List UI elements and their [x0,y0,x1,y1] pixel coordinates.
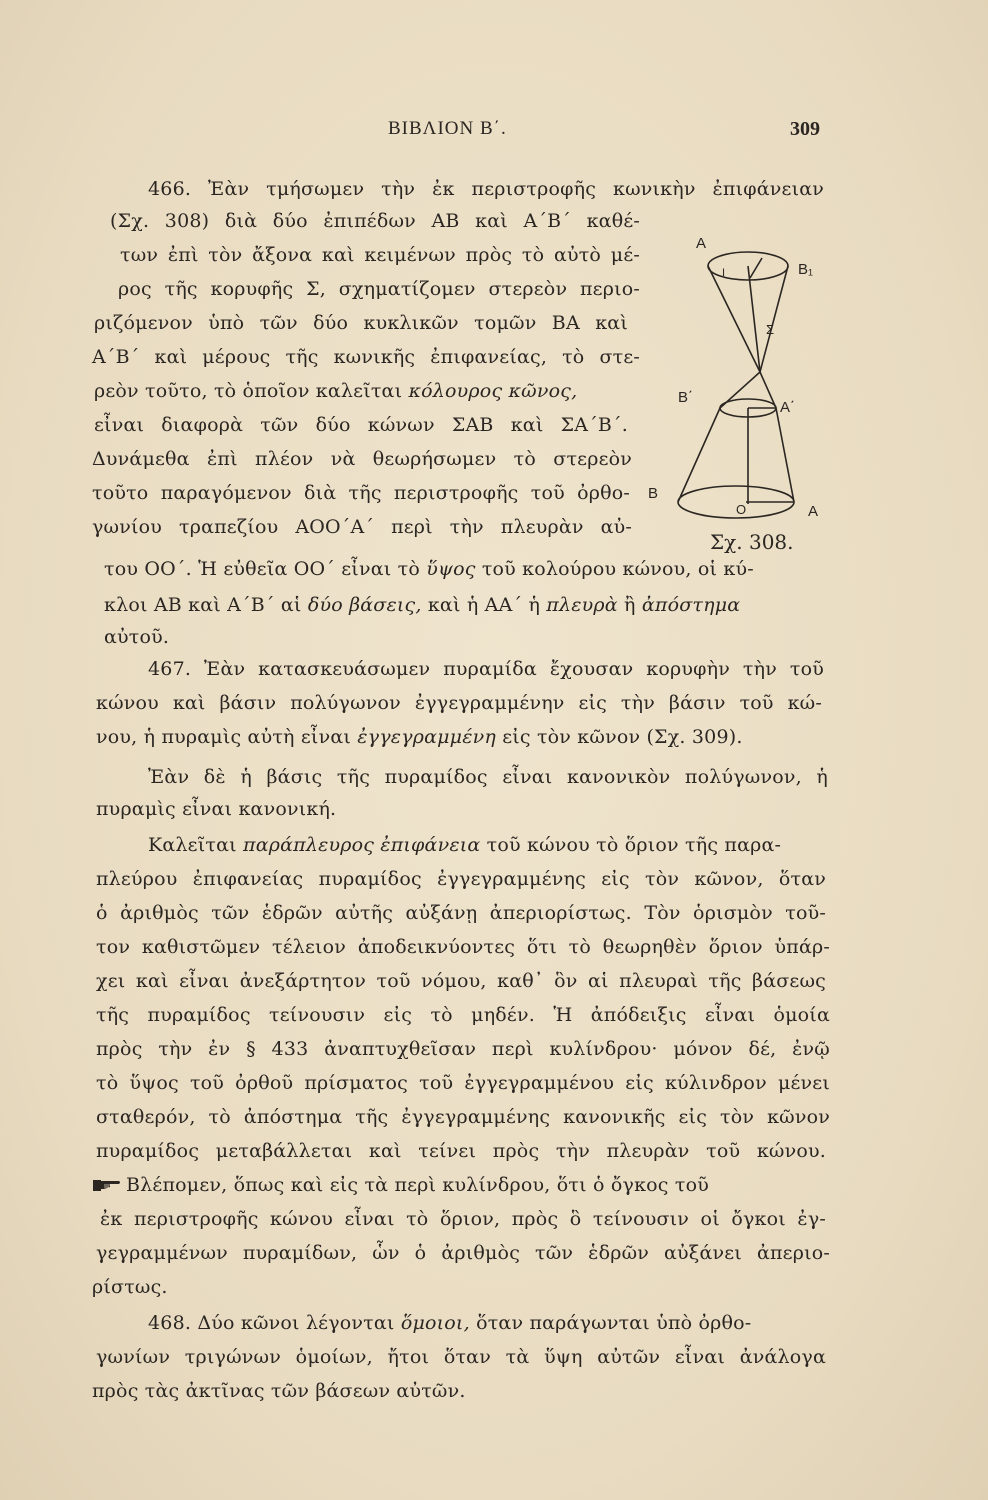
s466-line-8: εἶναι διαφορὰ τῶν δύο κώνων ΣΑΒ καὶ ΣΑ΄Β΄. [94,414,628,436]
s466-line-5: ριζόμενον ὑπὸ τῶν δύο κυκλικῶν τομῶν ΒΑ καὶ [94,312,628,334]
s467-para3-line-4: ρίστως. [92,1276,168,1298]
term-inscribed: ἐγγεγραμμένη [357,726,496,748]
label-B: Β [648,485,659,502]
s467-para2-line-8: τὸ ὕψος τοῦ ὀρθοῦ πρίσματος τοῦ ἐγγεγραμμένου εἰς κύλινδρον μένει [96,1072,830,1094]
s467-para3-line-1-text: Βλέπομεν, ὅπως καὶ εἰς τὰ περὶ κυλίνδρου, ὅτι ὁ ὄγκος τοῦ [126,1174,709,1196]
label-A-prime: Α΄ [780,399,795,416]
frustum-right-upper [760,372,776,408]
s467-para3-line-3: γεγραμμένων πυραμίδων, ὧν ὁ ἀριθμὸς τῶν ἑδρῶν αὐξάνει ἀπεριο- [96,1242,830,1264]
term-height: ὕψος [426,558,476,580]
s466-line-6: Α΄Β΄ καὶ μέρους τῆς κωνικῆς ἐπιφανείας, τὸ στε- [92,346,640,368]
frustum-right-generator [776,408,794,502]
label-A-top: Α [696,235,707,252]
label-O: Ο [736,502,747,517]
s467-para2-line-5: χει καὶ εἶναι ἀνεξάρτητον τοῦ νόμου, καθ᾽ ὃν αἱ πλευραὶ τῆς βάσεως [96,970,826,992]
s466-line-10: τοῦτο παραγόμενον διὰ τῆς περιστροφῆς τοῦ ὀρθο- [92,482,630,504]
label-B-prime: Β΄ [678,389,693,406]
s467-line-3-text: νου, ἡ πυραμὶς αὐτὴ εἶναι [96,726,351,748]
top-cone-left-generator [708,266,760,372]
s467-para2-line-1-tail: τοῦ κώνου τὸ ὅριον τῆς παρα- [486,834,782,856]
pointing-hand-icon [92,1175,122,1193]
s466-line-7 [94,378,577,404]
s467-para2-line-6: τῆς πυραμίδος τείνουσιν εἰς τὸ μηδέν. Ἡ ἀπόδειξις εἶναι ὁμοία [96,1004,830,1026]
label-A: Α [808,503,819,520]
s466-line-7-text: ρεὸν τοῦτο, τὸ ὁποῖον καλεῖται [94,380,403,402]
s467-para2-line-10: πυραμίδος μεταβάλλεται καὶ τείνει πρὸς τὴν πλευρὰν τοῦ κώνου. [96,1140,826,1162]
s467-para2-line-2: πλεύρου ἐπιφανείας πυραμίδος ἐγγεγραμμένης εἰς τὸν κῶνον, ὅταν [96,868,826,890]
term-bases: δύο βάσεις, [307,594,422,616]
s466-line-13-or: ἢ [624,594,636,616]
s466-line-3: των ἐπὶ τὸν ἄξονα καὶ κειμένων πρὸς τὸ αὐτὸ μέ- [120,244,640,266]
s466-line-14: αὐτοῦ. [104,626,170,648]
s466-line-13-mid: καὶ ἡ ΑΑ΄ ἡ [427,594,541,616]
s467-para2-line-1 [148,832,781,858]
s467-para2-line-3: ὁ ἀριθμὸς τῶν ἑδρῶν αὐτῆς αὐξάνῃ ἀπεριορίστως. Τὸν ὁρισμὸν τοῦ- [96,902,826,924]
page-header [0,118,988,146]
s467-line-4: Ἐὰν δὲ ἡ βάσις τῆς πυραμίδος εἶναι κανονικὸν πολύγωνον, ἡ [148,766,828,788]
s468-intro: 468. Δύο κῶνοι λέγονται [148,1312,395,1334]
s468-line-3: πρὸς τὰς ἀκτῖνας τῶν βάσεων αὐτῶν. [92,1380,466,1402]
term-side: πλευρὰ [546,594,618,616]
top-cone-right-generator [760,266,788,372]
s468-line-1-tail: ὅταν παράγωνται ὑπὸ ὀρθο- [476,1312,752,1334]
label-I: Ι [722,267,726,279]
s467-para2-intro: Καλεῖται [148,834,237,856]
term-apothem: ἀπόστημα [641,594,741,616]
s467-para3-line-1 [92,1172,830,1198]
label-S: Σ [766,322,775,337]
s466-line-9: Δυνάμεθα ἐπὶ πλέον νὰ θεωρήσωμεν τὸ στερεὸν [92,448,632,470]
term-lateral-surface: παράπλευρος ἐπιφάνεια [243,834,481,856]
s466-line-12-text: του ΟΟ΄. Ἡ εὐθεῖα ΟΟ΄ εἶναι τὸ [104,558,420,580]
s468-line-1 [148,1310,751,1336]
s466-line-13-text: κλοι ΑΒ καὶ Α΄Β΄ αἱ [104,594,302,616]
s467-line-3 [96,724,743,750]
term-truncated-cone: κόλουρος κῶνος, [408,380,578,402]
s466-line-12-tail: τοῦ κολούρου κώνου, οἱ κύ- [481,558,754,580]
page-number: 309 [790,118,820,140]
s467-line-5: πυραμὶς εἶναι κανονική. [96,798,337,820]
term-similar: ὅμοιοι, [400,1312,470,1334]
s466-line-11: γωνίου τραπεζίου ΑΟΟ΄Α΄ περὶ τὴν πλευρὰν αὐ- [92,516,632,538]
s467-para2-line-4: τον καθιστῶμεν τέλειον ἀποδεικνύοντες ὅτι τὸ θεωρηθὲν ὅριον ὑπάρ- [96,936,830,958]
s467-para3-line-2: ἐκ περιστροφῆς κώνου εἶναι τὸ ὅριον, πρὸς ὃ τείνουσιν οἱ ὄγκοι ἐγ- [100,1208,826,1230]
s466-line-4: ρος τῆς κορυφῆς Σ, σχηματίζομεν στερεὸν περιο- [118,278,640,300]
s467-para2-line-9: σταθερόν, τὸ ἀπόστημα τῆς ἐγγεγραμμένης κανονικῆς εἰς τὸν κῶνον [96,1106,830,1128]
figure-truncated-cone [648,212,840,572]
top-cone-axis [748,266,760,372]
figure-caption: Σχ. 308. [710,530,794,554]
s466-line-2: (Σχ. 308) διὰ δύο ἐπιπέδων ΑΒ καὶ Α΄Β΄ καθέ- [110,210,640,232]
s467-line-1: 467. Ἐὰν κατασκευάσωμεν πυραμίδα ἔχουσαν κορυφὴν τὴν τοῦ [148,658,824,680]
label-B1: Β₁ [798,261,814,278]
s467-para2-line-7: πρὸς τὴν ἐν § 433 ἀναπτυχθεῖσαν περὶ κυλίνδρου· μόνον δέ, ἐνῷ [96,1038,830,1060]
s467-line-3-tail: εἰς τὸν κῶνον (Σχ. 309). [502,726,743,748]
s467-line-2: κώνου καὶ βάσιν πολύγωνον ἐγγεγραμμένην εἰς τὴν βάσιν τοῦ κώ- [96,692,822,714]
s466-line-1: 466. Ἐὰν τμήσωμεν τὴν ἐκ περιστροφῆς κωνικὴν ἐπιφάνειαν [148,178,824,200]
top-cone-radius [750,258,762,278]
s468-line-2: γωνίων τριγώνων ὁμοίων, ἤτοι ὅταν τὰ ὕψη αὐτῶν εἶναι ἀνάλογα [96,1346,826,1368]
s466-line-13 [104,592,740,618]
running-title: ΒΙΒΛΙΟΝ Β΄. [388,118,507,139]
s466-line-12 [104,556,754,582]
